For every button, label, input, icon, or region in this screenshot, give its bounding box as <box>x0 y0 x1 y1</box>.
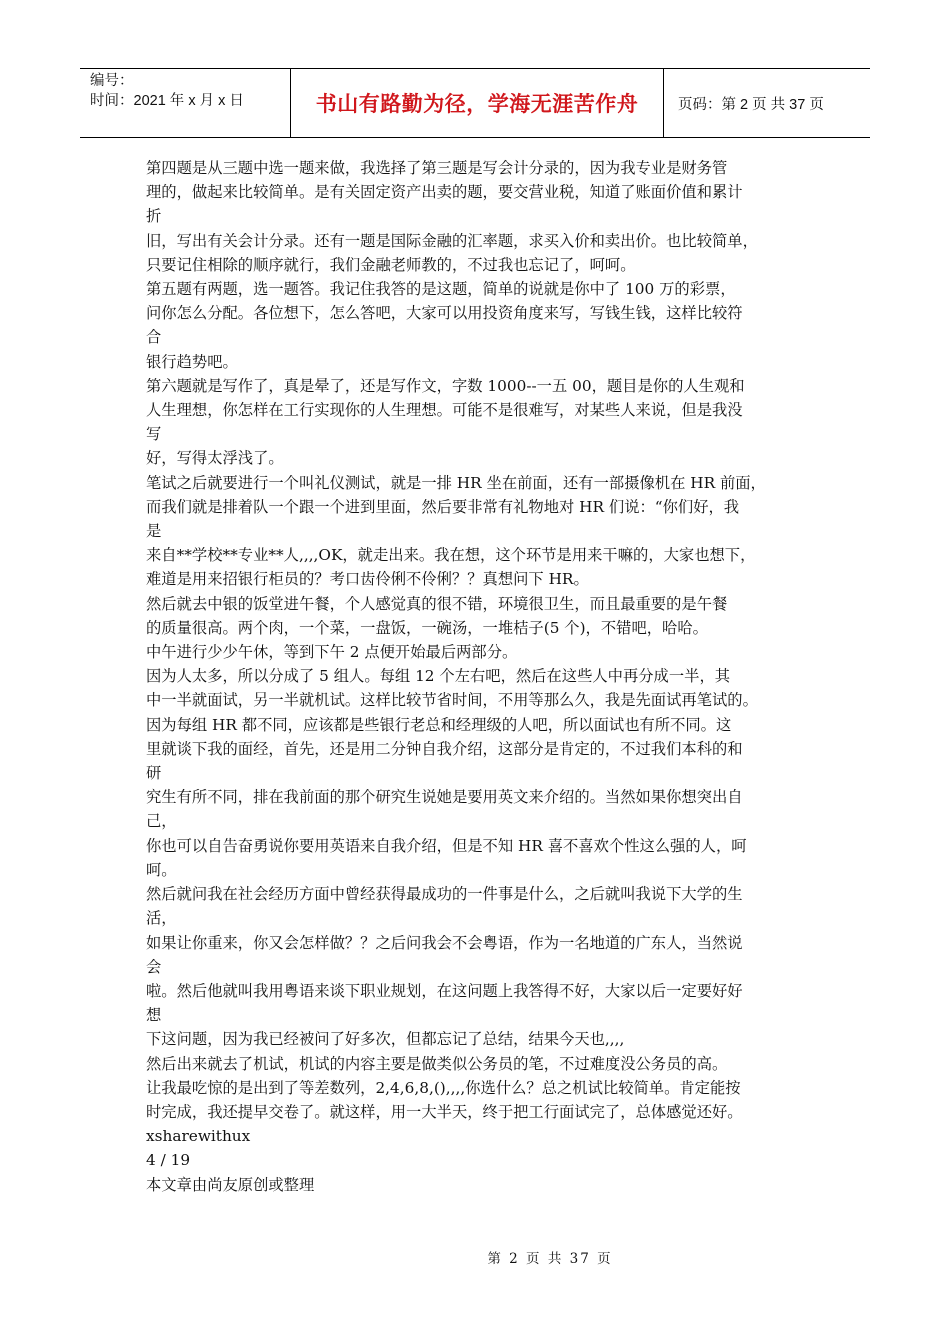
body-line: 会 <box>146 957 162 976</box>
body-line: 己， <box>146 812 177 831</box>
body-line: 4 / 19 <box>146 1151 191 1170</box>
body-line: 究生有所不同，排在我前面的那个研究生说她是要用英文来介绍的。当然如果你想突出自 <box>146 788 743 807</box>
body-line: 让我最吃惊的是出到了等差数列，2,4,6,8,(),,,,你选什么？总之机试比较简单。肯定能按 <box>146 1078 741 1097</box>
body-line: 想 <box>146 1006 162 1025</box>
body-line: 写 <box>146 425 162 444</box>
body-line: 本文章由尚友原创或整理 <box>146 1175 315 1194</box>
body-line: 难道是用来招银行柜员的？考口齿伶俐不伶俐？？真想问下 HR。 <box>146 570 589 589</box>
body-line: 问你怎么分配。各位想下，怎么答吧，大家可以用投资角度来写，写钱生钱，这样比较符 <box>146 304 743 323</box>
page-header <box>80 68 870 138</box>
body-line: 中一半就面试，另一半就机试。这样比较节省时间，不用等那么久，我是先面试再笔试的。 <box>146 691 758 710</box>
body-line: 折 <box>146 207 162 226</box>
body-line: xsharewithux <box>146 1127 251 1146</box>
body-line: 如果让你重来，你又会怎样做？？之后问我会不会粤语，作为一名地道的广东人，当然说 <box>146 933 743 952</box>
document-body <box>146 156 810 1197</box>
header-motto: 书山有路勤为径，学海无涯苦作舟 <box>291 69 664 137</box>
footer-page-number: 第 2 页 共 37 页 <box>487 1251 613 1267</box>
body-line: 的质量很高。两个肉，一个菜，一盘饭，一碗汤，一堆桔子(5 个)，不错吧，哈哈。 <box>146 618 708 637</box>
body-line: 研 <box>146 764 162 783</box>
header-meta <box>80 69 291 137</box>
body-line: 来自**学校**专业**人,,,,OK，就走出来。我在想，这个环节是用来干嘛的，大家也想下， <box>146 546 756 565</box>
body-line: 因为人太多，所以分成了 5 组人。每组 12 个左右吧，然后在这些人中再分成一半，其 <box>146 667 731 686</box>
body-line: 理的，做起来比较简单。是有关固定资产出卖的题，要交营业税，知道了账面价值和累计 <box>146 183 743 202</box>
body-line: 然后就去中银的饭堂进午餐，个人感觉真的很不错，环境很卫生，而且最重要的是午餐 <box>146 594 728 613</box>
body-line: 你也可以自告奋勇说你要用英语来自我介绍，但是不知 HR 喜不喜欢个性这么强的人，呵 <box>146 836 747 855</box>
body-line: 人生理想，你怎样在工行实现你的人生理想。可能不是很难写，对某些人来说，但是我没 <box>146 401 743 420</box>
body-line: 然后就问我在社会经历方面中曾经获得最成功的一件事是什么，之后就叫我说下大学的生 <box>146 885 743 904</box>
body-line: 中午进行少少午休，等到下午 2 点便开始最后两部分。 <box>146 643 518 662</box>
body-line: 第五题有两题，选一题答。我记住我答的是这题，简单的说就是你中了 100 万的彩票， <box>146 280 736 299</box>
body-line: 活， <box>146 909 177 928</box>
body-line: 只要记住相除的顺序就行，我们金融老师教的，不过我也忘记了，呵呵。 <box>146 255 636 274</box>
body-line: 然后出来就去了机试，机试的内容主要是做类似公务员的笔，不过难度没公务员的高。 <box>146 1054 728 1073</box>
body-line: 是 <box>146 522 162 541</box>
body-line: 里就谈下我的面经，首先，还是用二分钟自我介绍，这部分是肯定的，不过我们本科的和 <box>146 739 743 758</box>
header-page-info: 页码：第 2 页 共 37 页 <box>678 96 824 113</box>
body-line: 笔试之后就要进行一个叫礼仪测试，就是一排 HR 坐在前面，还有一部摄像机在 HR 前面， <box>146 473 766 492</box>
body-line: 呵。 <box>146 860 177 879</box>
body-line: 第四题是从三题中选一题来做，我选择了第三题是写会计分录的，因为我专业是财务管 <box>146 159 728 177</box>
doc-number-label: 编号： <box>90 73 134 89</box>
body-line: 时完成，我还提早交卷了。就这样，用一大半天，终于把工行面试完了，总体感觉还好。 <box>146 1102 743 1121</box>
body-line: 啦。然后他就叫我用粤语来谈下职业规划，在这问题上我答得不好，大家以后一定要好好 <box>146 981 743 1000</box>
body-line: 好，写得太浮浅了。 <box>146 449 284 468</box>
doc-date: 时间：2021 年 x 月 x 日 <box>90 93 244 109</box>
body-line: 第六题就是写作了，真是晕了，还是写作文，字数 1000--一五 00，题目是你的人生观和 <box>146 376 745 395</box>
body-line: 旧，写出有关会计分录。还有一题是国际金融的汇率题，求买入价和卖出价。也比较简单， <box>146 231 758 250</box>
body-line: 而我们就是排着队一个跟一个进到里面，然后要非常有礼物地对 HR 们说：“你们好，我 <box>146 497 740 516</box>
body-line: 下这问题，因为我已经被问了好多次，但都忘记了总结，结果今天也,,,, <box>146 1030 625 1049</box>
body-line: 因为每组 HR 都不同，应该都是些银行老总和经理级的人吧，所以面试也有所不同。这 <box>146 715 732 734</box>
body-line: 银行趋势吧。 <box>146 352 238 371</box>
body-line: 合 <box>146 328 162 347</box>
